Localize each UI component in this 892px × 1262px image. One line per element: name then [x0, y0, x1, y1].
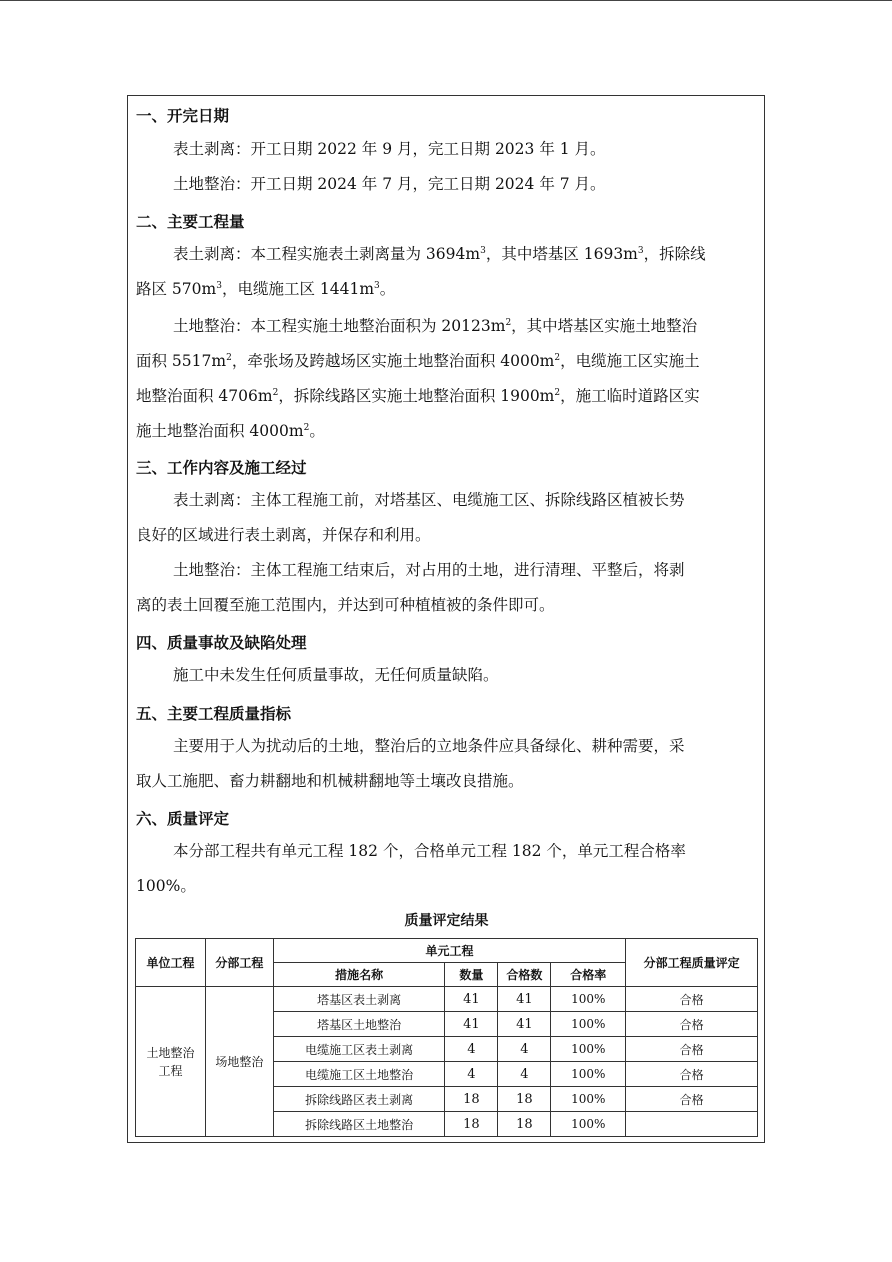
cell-passed: 18 — [498, 1112, 551, 1137]
header-passed: 合格数 — [498, 963, 551, 987]
text-run: ，电缆施工区 1441m — [221, 280, 375, 298]
section-heading-defects: 四、质量事故及缺陷处理 — [136, 634, 307, 652]
cell-measure: 拆除线路区土地整治 — [273, 1112, 445, 1137]
text-line: 离的表土回覆至施工范围内，并达到可种植植被的条件即可。 — [136, 596, 555, 614]
cell-rate: 100% — [551, 1037, 626, 1062]
paragraph-dates-stripping: 表土剥离：开工日期 2022 年 9 月，完工日期 2023 年 1 月。 — [173, 140, 606, 158]
paragraph-work-leveling — [136, 553, 757, 623]
text-run: 。 — [379, 280, 396, 298]
text-run: 表土剥离：本工程实施表土剥离量为 3694m — [173, 245, 481, 263]
cell-sub-project: 场地整治 — [205, 987, 273, 1137]
cell-count: 4 — [445, 1062, 498, 1087]
cell-count: 18 — [445, 1087, 498, 1112]
cell-measure: 塔基区表土剥离 — [273, 987, 445, 1012]
text-run: ，牵张场及跨越场区实施土地整治面积 4000m — [231, 352, 555, 370]
text-run: ，拆除线路区实施土地整治面积 1900m — [278, 387, 555, 405]
header-unit-work: 单元工程 — [273, 939, 625, 963]
cell-evaluation: 合格 — [626, 1062, 758, 1087]
table-caption: 质量评定结果 — [404, 913, 489, 929]
superscript: 2 — [272, 387, 279, 398]
cell-evaluation: 合格 — [626, 987, 758, 1012]
cell-rate: 100% — [551, 987, 626, 1012]
text-line: 表土剥离：主体工程施工前，对塔基区、电缆施工区、拆除线路区植被长势 — [173, 491, 685, 509]
cell-passed: 4 — [498, 1037, 551, 1062]
cell-passed: 41 — [498, 1012, 551, 1037]
cell-rate: 100% — [551, 1012, 626, 1037]
superscript: 2 — [226, 352, 232, 363]
superscript: 2 — [303, 422, 310, 433]
header-measure: 措施名称 — [273, 963, 445, 987]
superscript: 3 — [637, 245, 644, 256]
header-count: 数量 — [445, 963, 498, 987]
text-run: 施土地整治面积 4000m — [136, 422, 304, 440]
paragraph-work-stripping — [136, 483, 757, 553]
section-heading-quality-indicators: 五、主要工程质量指标 — [136, 705, 292, 723]
text-run: 面积 5517m — [136, 352, 227, 370]
paragraph-dates-leveling: 土地整治：开工日期 2024 年 7 月，完工日期 2024 年 7 月。 — [173, 175, 606, 193]
cell-evaluation: 合格 — [626, 1087, 758, 1112]
cell-count: 41 — [445, 1012, 498, 1037]
cell-rate: 100% — [551, 1062, 626, 1087]
cell-evaluation: 合格 — [626, 1037, 758, 1062]
superscript: 2 — [554, 387, 561, 398]
cell-count: 4 — [445, 1037, 498, 1062]
text-run: ，电缆施工区实施土 — [560, 352, 700, 370]
paragraph-quantities-stripping — [136, 237, 757, 307]
superscript: 2 — [554, 352, 561, 363]
cell-passed: 41 — [498, 987, 551, 1012]
text-run: 路区 570m — [136, 280, 217, 298]
text-run: ，拆除线 — [643, 245, 706, 263]
text-run: 土地整治：本工程实施土地整治面积为 20123m — [173, 317, 506, 335]
paragraph-defects: 施工中未发生任何质量事故，无任何质量缺陷。 — [173, 666, 499, 684]
cell-passed: 4 — [498, 1062, 551, 1087]
superscript: 3 — [216, 280, 222, 291]
cell-rate: 100% — [551, 1087, 626, 1112]
table-row — [136, 987, 758, 1012]
page-top-rule — [0, 0, 892, 1]
text-line: 本分部工程共有单元工程 182 个，合格单元工程 182 个，单元工程合格率 — [173, 842, 686, 860]
paragraph-quality-assessment — [136, 834, 757, 904]
text-run: ，施工临时道路区实 — [560, 387, 700, 405]
text-line: 取人工施肥、畜力耕翻地和机械耕翻地等土壤改良措施。 — [136, 772, 524, 790]
section-heading-quality-assessment: 六、质量评定 — [136, 810, 230, 828]
cell-evaluation: 合格 — [626, 1012, 758, 1037]
quality-results-table — [135, 938, 758, 1137]
superscript: 3 — [480, 245, 486, 256]
cell-measure: 电缆施工区表土剥离 — [273, 1037, 445, 1062]
superscript: 3 — [374, 280, 380, 291]
section-heading-quantities: 二、主要工程量 — [136, 213, 245, 231]
cell-measure: 电缆施工区土地整治 — [273, 1062, 445, 1087]
cell-unit-project: 土地整治工程 — [136, 987, 206, 1137]
text-line: 良好的区域进行表土剥离，并保存和利用。 — [136, 526, 431, 544]
text-run: 地整治面积 4706m — [136, 387, 273, 405]
section-heading-work-content: 三、工作内容及施工经过 — [136, 459, 307, 477]
header-sub-project: 分部工程 — [205, 939, 273, 987]
section-heading-dates: 一、开完日期 — [136, 107, 230, 125]
text-run: ，其中塔基区 1693m — [485, 245, 638, 263]
cell-measure: 塔基区土地整治 — [273, 1012, 445, 1037]
cell-count: 18 — [445, 1112, 498, 1137]
superscript: 2 — [505, 317, 512, 328]
header-evaluation: 分部工程质量评定 — [626, 939, 758, 987]
text-run: 。 — [309, 422, 325, 440]
header-unit-project: 单位工程 — [136, 939, 206, 987]
paragraph-quality-indicators — [136, 729, 757, 799]
cell-rate: 100% — [551, 1112, 626, 1137]
header-rate: 合格率 — [551, 963, 626, 987]
cell-count: 41 — [445, 987, 498, 1012]
text-line: 土地整治：主体工程施工结束后，对占用的土地，进行清理、平整后，将剥 — [173, 561, 685, 579]
cell-evaluation — [626, 1112, 758, 1137]
text-line: 100%。 — [136, 877, 196, 895]
text-run: ，其中塔基区实施土地整治 — [511, 317, 698, 335]
cell-passed: 18 — [498, 1087, 551, 1112]
paragraph-quantities-leveling — [136, 309, 757, 449]
text-line: 主要用于人为扰动后的土地，整治后的立地条件应具备绿化、耕种需要，采 — [173, 737, 685, 755]
cell-measure: 拆除线路区表土剥离 — [273, 1087, 445, 1112]
